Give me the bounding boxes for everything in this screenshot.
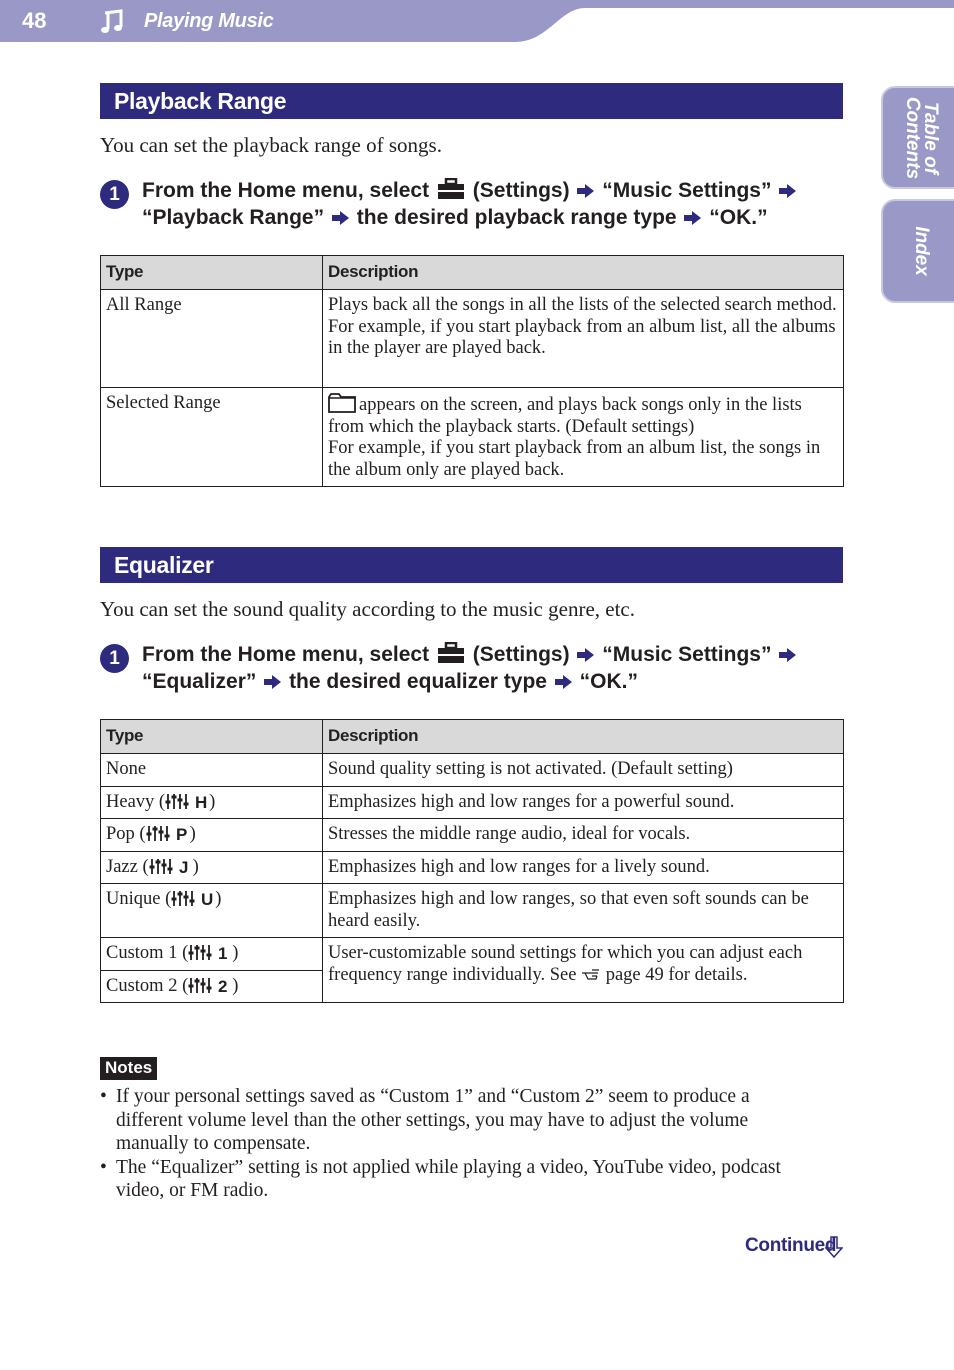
type-label: Jazz (106, 856, 138, 877)
description-text: appears on the screen, and plays back songs only in the lists from which the playback starts. (Default settings) (328, 395, 802, 437)
equalizer-icon-letter: P (175, 825, 187, 842)
table-row (101, 884, 844, 938)
bullet-icon: • (100, 1086, 107, 1107)
arrow-right-icon (332, 211, 349, 225)
type-cell: All Range (101, 290, 323, 388)
table-row (101, 819, 844, 852)
equalizer-heavy-icon (165, 792, 209, 812)
step-text-5: the desired equalizer type (289, 670, 547, 693)
equalizer-sliders-icon (149, 857, 193, 875)
playback-range-intro: You can set the playback range of songs. (100, 133, 442, 157)
equalizer-custom2-icon (188, 976, 232, 996)
table-row (101, 290, 844, 388)
description-cell (323, 388, 844, 487)
step-text-2: (Settings) (472, 179, 570, 202)
table-header-row (101, 256, 844, 290)
equalizer-icon-letter: 1 (218, 944, 228, 961)
music-note-icon (99, 9, 125, 35)
index-tab-label: Index (911, 226, 932, 276)
column-header-type: Type (101, 256, 323, 290)
description-line: For example, if you start playback from an album list, all the albums in the player are played back. (328, 316, 836, 358)
settings-toolbox-icon (437, 178, 465, 200)
step-text-3: “Music Settings” (602, 179, 772, 202)
equalizer-icon-letter: U (201, 890, 214, 907)
equalizer-sliders-icon (188, 943, 232, 961)
step-instruction (142, 641, 862, 695)
page-reference-link[interactable]: page 49 for details. (605, 964, 748, 985)
description-line: Plays back all the songs in all the lists of the selected search method. (328, 295, 837, 315)
type-cell: Jazz ( J ) (101, 851, 323, 884)
equalizer-sliders-icon (188, 976, 232, 994)
arrow-down-icon (825, 1236, 843, 1258)
equalizer-intro: You can set the sound quality according to the music genre, etc. (100, 597, 635, 621)
page-number: 48 (22, 8, 47, 33)
type-cell: Selected Range (101, 388, 323, 487)
type-cell: Custom 2 ( 2 ) (101, 970, 323, 1003)
note-text: The “Equalizer” setting is not applied while playing a video, YouTube video, podcast video, or FM radio. (116, 1156, 781, 1201)
table-row (101, 851, 844, 884)
description-line: For example, if you start playback from an album list, the songs in the album only are played back. (328, 438, 821, 480)
notes-list (100, 1085, 820, 1203)
step-text-1: From the Home menu, select (142, 643, 430, 666)
description-cell: Emphasizes high and low ranges for a powerful sound. (323, 786, 844, 819)
notes-label: Notes (100, 1057, 157, 1080)
equalizer-unique-icon (171, 889, 215, 909)
equalizer-sliders-icon (171, 889, 215, 907)
step-number: 1 (100, 180, 129, 209)
pointing-hand-icon (581, 967, 601, 981)
step-text-4: “Equalizer” (142, 670, 257, 693)
type-label: Custom 1 (106, 943, 178, 963)
arrow-right-icon (577, 648, 594, 662)
toc-tab-label-line1: Table of (920, 101, 941, 174)
playback-range-table (100, 255, 844, 487)
note-text: If your personal settings saved as “Custom 1” and “Custom 2” seem to produce a different volume level than the other settings, you may have to adjust the volume manually to compensate. (116, 1086, 750, 1154)
continued-label[interactable]: Continued (745, 1235, 837, 1256)
type-cell: Custom 1 ( 1 ) (101, 938, 323, 971)
column-header-type: Type (101, 720, 323, 754)
index-tab[interactable] (881, 199, 954, 303)
description-line (328, 393, 838, 438)
playback-range-heading: Playback Range (100, 83, 843, 119)
step-text-3: “Music Settings” (602, 643, 772, 666)
toc-tab-label-line2: Contents (902, 96, 923, 179)
page-header (0, 0, 954, 44)
table-of-contents-tab[interactable] (881, 86, 954, 189)
arrow-right-icon (264, 675, 281, 689)
description-cell: Emphasizes high and low ranges, so that even soft sounds can be heard easily. (323, 884, 844, 938)
description-cell: Stresses the middle range audio, ideal for vocals. (323, 819, 844, 852)
type-cell: Unique ( U ) (101, 884, 323, 938)
equalizer-sliders-icon (165, 792, 209, 810)
arrow-right-icon (555, 675, 572, 689)
arrow-right-icon (779, 184, 796, 198)
arrow-right-icon (577, 184, 594, 198)
table-row (101, 388, 844, 487)
header-section-title: Playing Music (144, 10, 274, 32)
folder-icon (328, 393, 356, 413)
table-header-row (101, 720, 844, 754)
type-cell: None (101, 754, 323, 787)
description-text: User-customizable sound settings for which you can adjust each frequency range individually. See (328, 943, 803, 985)
equalizer-heading: Equalizer (100, 547, 843, 583)
description-cell (323, 290, 844, 388)
type-label: Pop (106, 824, 135, 844)
equalizer-table (100, 719, 844, 1003)
step-text-1: From the Home menu, select (142, 179, 430, 202)
description-cell (323, 938, 844, 1003)
step-text-6: “OK.” (709, 206, 768, 229)
step-instruction (142, 177, 862, 231)
step-text-5: the desired playback range type (356, 206, 677, 229)
bullet-icon: • (100, 1156, 107, 1178)
arrow-right-icon (684, 211, 701, 225)
step-text-2: (Settings) (472, 643, 570, 666)
step-text-6: “OK.” (579, 670, 639, 693)
equalizer-custom1-icon (188, 943, 232, 963)
step-text-4: “Playback Range” (142, 206, 325, 229)
type-cell: Heavy ( H ) (101, 786, 323, 819)
type-label: Heavy (106, 791, 155, 812)
settings-toolbox-icon (437, 642, 465, 664)
table-row (101, 754, 844, 787)
equalizer-pop-icon (146, 824, 190, 844)
description-cell: Sound quality setting is not activated. (Default setting) (323, 754, 844, 787)
equalizer-icon-letter: H (195, 792, 208, 810)
note-item (100, 1085, 820, 1156)
column-header-description: Description (323, 256, 844, 290)
equalizer-sliders-icon (146, 824, 190, 842)
step-number: 1 (100, 644, 129, 673)
equalizer-icon-letter: J (178, 857, 189, 875)
equalizer-jazz-icon (149, 857, 193, 877)
arrow-right-icon (779, 648, 796, 662)
type-label: Custom 2 (106, 975, 178, 996)
table-row (101, 938, 844, 971)
description-cell: Emphasizes high and low ranges for a lively sound. (323, 851, 844, 884)
note-item (100, 1156, 820, 1203)
equalizer-icon-letter: 2 (218, 976, 228, 994)
type-label: Unique (106, 889, 161, 909)
type-cell: Pop ( P ) (101, 819, 323, 852)
table-row (101, 786, 844, 819)
column-header-description: Description (323, 720, 844, 754)
